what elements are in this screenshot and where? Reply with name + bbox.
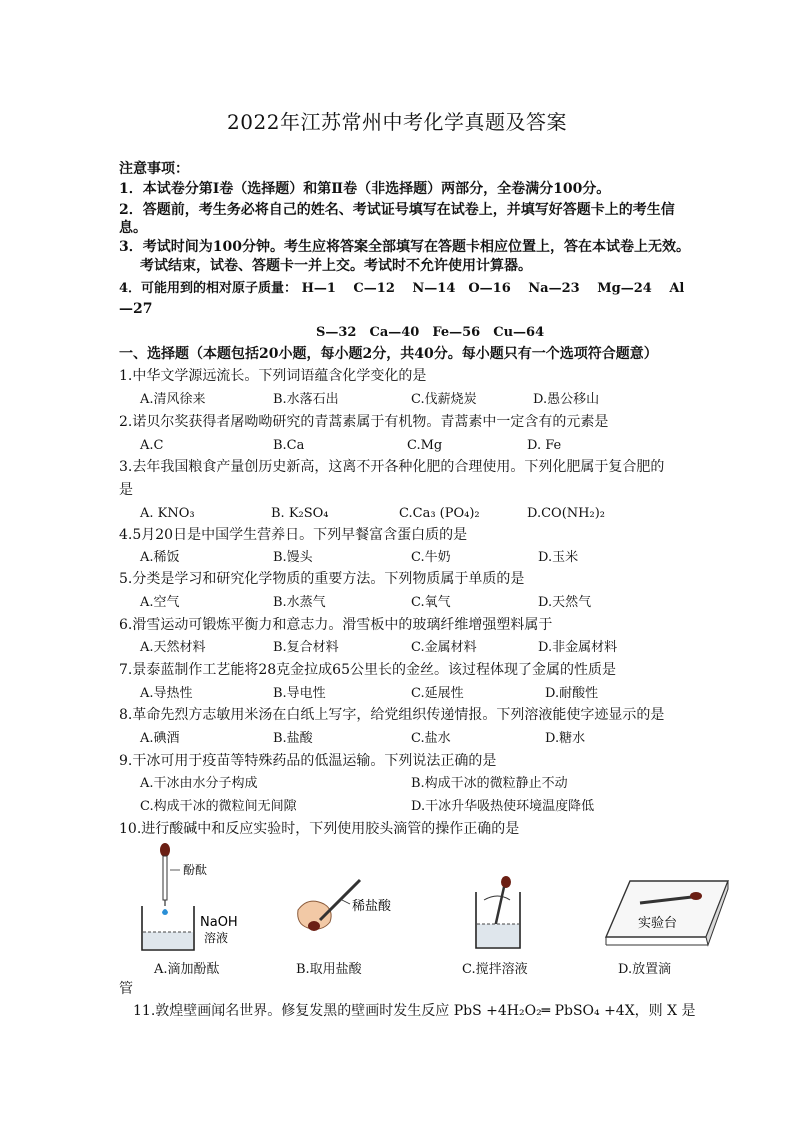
q1-option-c: C.伐薪烧炭 (411, 392, 477, 407)
q8-option-c: C.盐水 (411, 731, 451, 746)
q7-option-c: C.延展性 (411, 686, 464, 701)
q2-option-d: D. Fe (527, 438, 562, 453)
notice-item-4-cont: —27 (119, 301, 153, 317)
q5-option-b: B.水蒸气 (273, 595, 326, 610)
q9-option-a: A.干冰由水分子构成 (140, 776, 258, 791)
notice-item-2: 2．答题前，考生务必将自己的姓名、考试证号填写在试卷上，并填写好答题卡上的考生信 (119, 202, 675, 218)
dropper-bulb (501, 876, 511, 888)
q9-stem: 9.干冰可用于疫苗等特殊药品的低温运输。下列说法正确的是 (119, 753, 497, 769)
q3-option-a: A. KNO₃ (140, 506, 195, 521)
figure-d-label-bench: 实验台 (638, 916, 678, 931)
q6-option-a: A.天然材料 (140, 640, 206, 655)
figure-a-label-indicator: 酚酞 (183, 863, 208, 877)
q7-stem: 7.景泰蓝制作工艺能将28克金拉成65公里长的金丝。该过程体现了金属的性质是 (119, 662, 616, 678)
q3-option-d: D.CO(NH₂)₂ (527, 506, 605, 521)
q10-option-a: A.滴加酚酞 (154, 962, 220, 977)
q4-option-c: C.牛奶 (411, 550, 451, 565)
notice-item-3-cont: 考试结束，试卷、答题卡一并上交。考试时不允许使用计算器。 (140, 258, 532, 274)
q5-option-c: C.氧气 (411, 595, 451, 610)
q4-option-a: A.稀饭 (140, 550, 180, 565)
q10-option-d-cont: 管 (119, 981, 133, 997)
section-heading: 一、选择题（本题包括20小题，每小题2分，共40分。每小题只有一个选项符合题意） (119, 346, 658, 362)
q1-stem: 1.中华文学源远流长。下列词语蕴含化学变化的是 (119, 368, 427, 384)
q4-option-d: D.玉米 (538, 550, 579, 565)
dropper-tube (163, 856, 167, 900)
q2-option-a: A.C (140, 438, 164, 453)
q5-option-d: D.天然气 (538, 595, 592, 610)
q5-option-a: A.空气 (140, 595, 180, 610)
q10-stem: 10.进行酸碱中和反应实验时，下列使用胶头滴管的操作正确的是 (119, 821, 520, 837)
figure-a-label-naoh: NaOH (200, 915, 238, 930)
dropper-bulb (308, 921, 320, 931)
q10-option-b: B.取用盐酸 (296, 962, 362, 977)
q2-option-c: C.Mg (407, 438, 443, 453)
q6-option-b: B.复合材料 (273, 640, 339, 655)
notice-item-4-masses: S—32 Ca—40 Fe—56 Cu—64 (316, 325, 545, 340)
page-title: 2022年江苏常州中考化学真题及答案 (227, 110, 567, 134)
q1-option-d: D.愚公移山 (533, 392, 600, 407)
q3-option-c: C.Ca₃ (PO₄)₂ (399, 506, 480, 521)
notice-item-3: 3．考试时间为100分钟。考生应将答案全部填写在答题卡相应位置上，答在本试卷上无效。 (119, 239, 690, 255)
q9-option-c: C.构成干冰的微粒间无间隙 (140, 799, 297, 814)
q5-stem: 5.分类是学习和研究化学物质的重要方法。下列物质属于单质的是 (119, 571, 525, 587)
q7-option-d: D.耐酸性 (545, 686, 599, 701)
q8-stem: 8.革命先烈方志敏用米汤在白纸上写字，给党组织传递情报。下列溶液能使字迹显示的是 (119, 707, 665, 723)
q3-option-b: B. K₂SO₄ (271, 506, 329, 521)
stir-arrow (484, 896, 510, 900)
q11-stem: 11.敦煌壁画闻名世界。修复发黑的壁画时发生反应 PbS +4H₂O₂═ PbSO₄ +4X，则 X 是 (133, 1003, 696, 1019)
beaker-liquid (143, 932, 193, 949)
notice-heading: 注意事项： (119, 161, 189, 177)
q8-option-d: D.糖水 (545, 731, 586, 746)
q6-stem: 6.滑雪运动可锻炼平衡力和意志力。滑雪板中的玻璃纤维增强塑料属于 (119, 617, 553, 633)
figure-a-dropper-beaker (128, 840, 258, 955)
droplet (162, 909, 168, 915)
q2-option-b: B.Ca (273, 438, 305, 453)
q7-option-a: A.导热性 (140, 686, 193, 701)
q10-option-d: D.放置滴 (618, 962, 672, 977)
dropper-bulb (690, 892, 702, 900)
notice-item-4: 4．可能用到的相对原子质量： H—1 C—12 N—14 O—16 Na—23 Mg—24 Al (119, 281, 685, 296)
q1-option-b: B.水落石出 (273, 392, 339, 407)
figure-b-label-hcl: 稀盐酸 (352, 899, 392, 914)
q9-option-b: B.构成干冰的微粒静止不动 (411, 776, 568, 791)
q3-stem-cont: 是 (119, 482, 133, 498)
figure-a-label-solution: 溶液 (204, 931, 229, 945)
q9-option-d: D.干冰升华吸热使环境温度降低 (411, 799, 595, 814)
q4-stem: 4.5月20日是中国学生营养日。下列早餐富含蛋白质的是 (119, 527, 468, 543)
notice-item-2-cont: 息。 (119, 220, 147, 236)
q7-option-b: B.导电性 (273, 686, 326, 701)
q2-stem: 2.诺贝尔奖获得者屠呦呦研究的青蒿素属于有机物。青蒿素中一定含有的元素是 (119, 414, 609, 430)
q10-option-c: C.搅拌溶液 (462, 962, 528, 977)
figure-c-stir-beaker (470, 860, 530, 955)
dropper-bulb (160, 843, 170, 857)
figure-d-bench (600, 875, 735, 950)
beaker-liquid (477, 924, 519, 947)
q8-option-b: B.盐酸 (273, 731, 313, 746)
q8-option-a: A.碘酒 (140, 731, 180, 746)
q1-option-a: A.清风徐来 (140, 392, 206, 407)
q3-stem: 3.去年我国粮食产量创历史新高，这离不开各种化肥的合理使用。下列化肥属于复合肥的 (119, 459, 665, 475)
notice-item-1: 1．本试卷分第Ⅰ卷（选择题）和第Ⅱ卷（非选择题）两部分，全卷满分100分。 (119, 181, 611, 197)
q6-option-d: D.非金属材料 (538, 640, 618, 655)
q4-option-b: B.馒头 (273, 550, 313, 565)
q6-option-c: C.金属材料 (411, 640, 477, 655)
figure-b-hand-dropper (290, 870, 420, 950)
